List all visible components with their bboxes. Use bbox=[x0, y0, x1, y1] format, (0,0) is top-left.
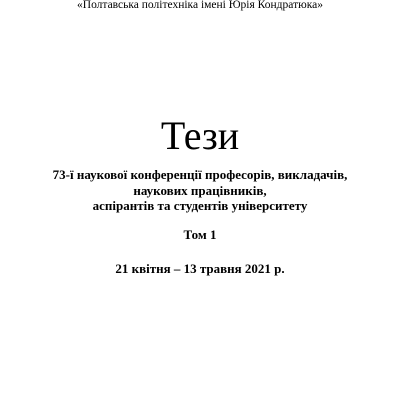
conference-description-line-3: аспірантів та студентів університету bbox=[92, 198, 308, 213]
document-title: Тези bbox=[160, 113, 240, 158]
volume-label: Том 1 bbox=[183, 227, 217, 242]
conference-description-line-1: 73-ї наукової конференції професорів, викладачів, bbox=[52, 167, 348, 182]
conference-description-line-2: наукових працівників, bbox=[133, 182, 267, 198]
conference-dates: 21 квітня – 13 травня 2021 р. bbox=[115, 261, 285, 276]
institution-name: «Полтавська політехніка імені Юрія Кондратюка» bbox=[77, 0, 323, 11]
